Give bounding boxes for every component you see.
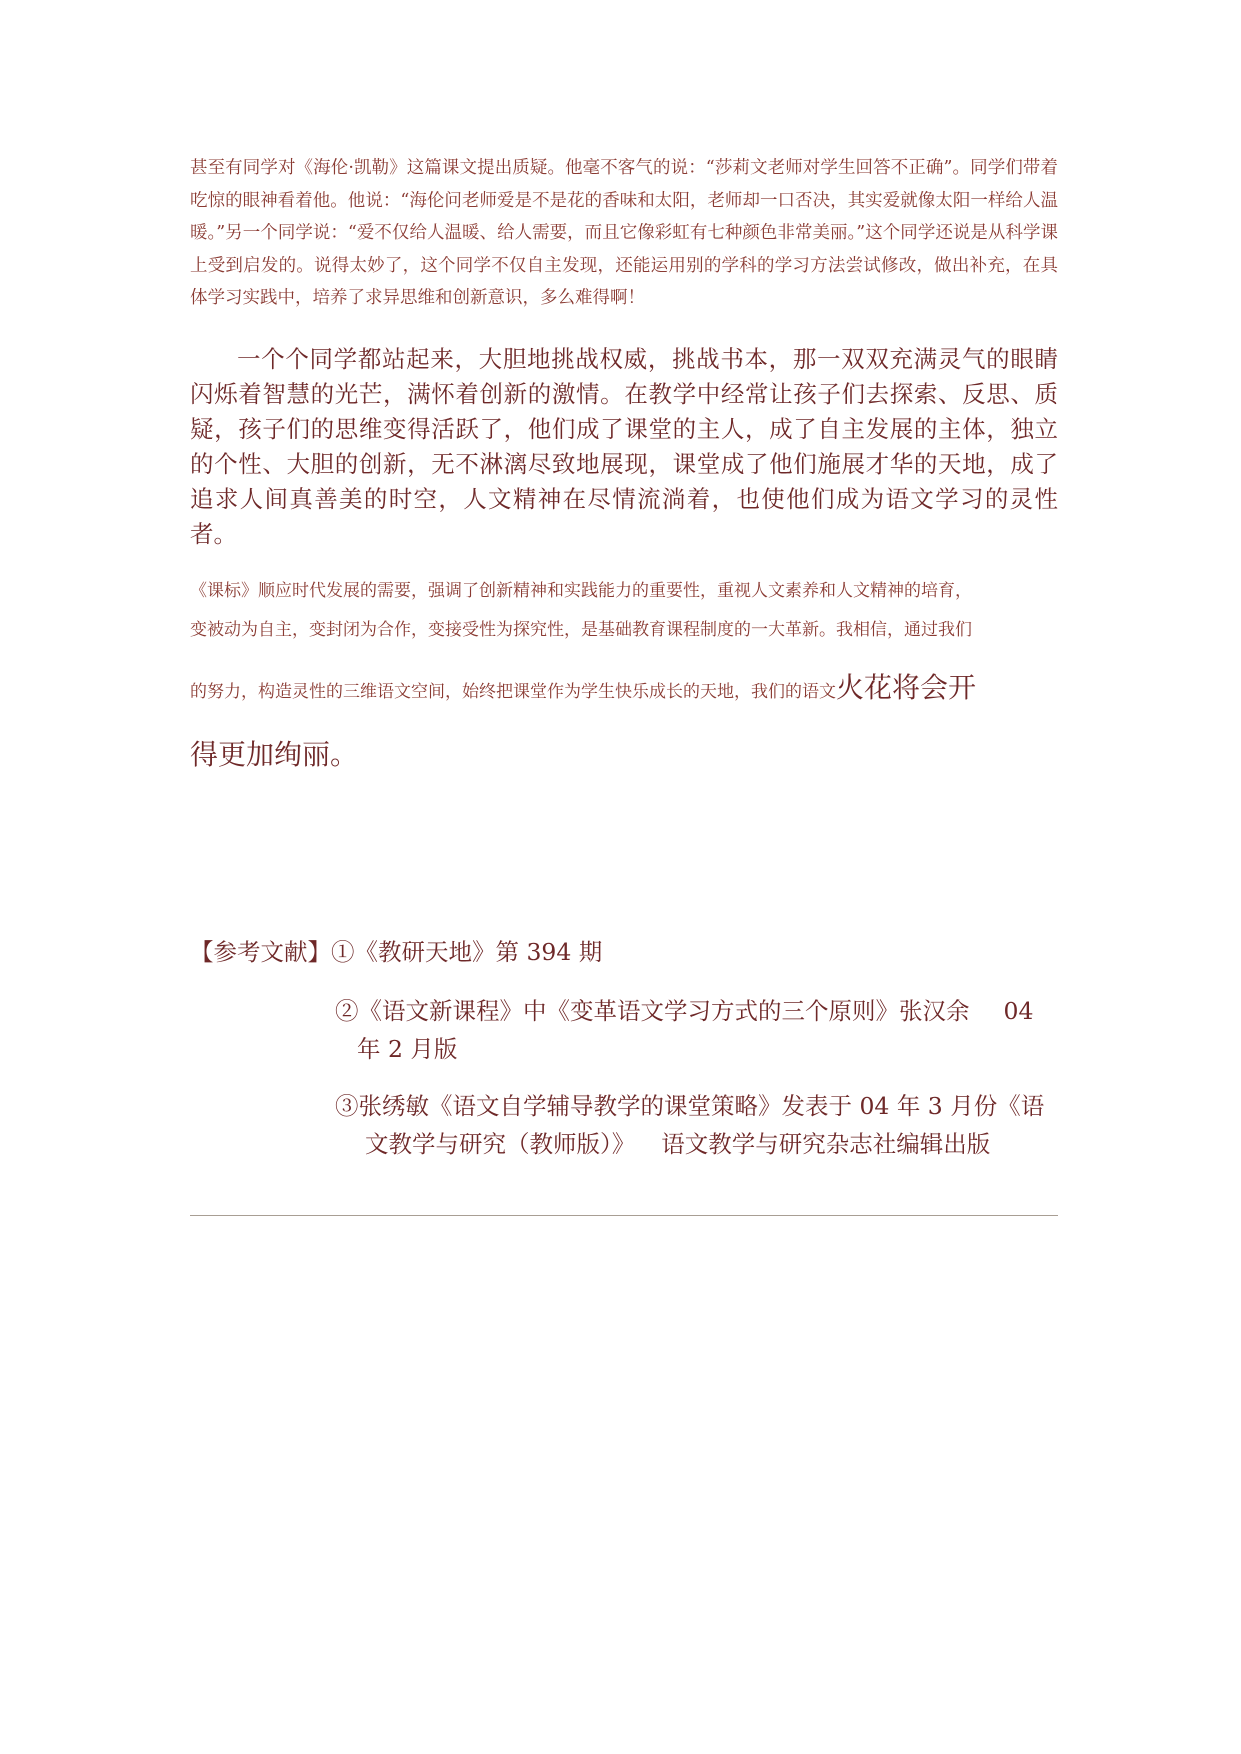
paragraph-line: 得更加绚丽。 (190, 738, 359, 771)
reference-item-2 (335, 992, 1070, 1068)
references-heading: 【参考文献】 (190, 938, 331, 966)
paragraph-line: 变被动为自主，变封闭为合作，变接受性为探究性，是基础教育课程制度的一大革新。我相信，通过我们 (190, 620, 972, 640)
paragraph-curriculum-standard (190, 572, 1058, 775)
horizontal-rule (190, 1215, 1058, 1216)
paragraph-line-emphasis: 火花将会开 (836, 671, 977, 704)
reference-text: ②《语文新课程》中《变革语文学习方式的三个原则》张汉余 (335, 997, 970, 1025)
paragraph-helen-keller-discussion: 甚至有同学对《海伦·凯勒》这篇课文提出质疑。他毫不客气的说：“莎莉文老师对学生回答不正确”。同学们带着吃惊的眼神看着他。他说：“海伦问老师爱是不是花的香味和太阳，老师却一口否决，其实爱就像太阳一样给人温暖。”另一个同学说：“爱不仅给人温暖、给人需要，而且它像彩虹有七种颜色非常美丽。”这个同学还说是从科学课上受到启发的。说得太妙了，这个同学不仅自主发现，还能运用别的学科的学习方法尝试修改，做出补充，在具体学习实践中，培养了求异思维和创新意识，多么难得啊！ (190, 158, 1058, 308)
paragraph-line: 《课标》顺应时代发展的需要，强调了创新精神和实践能力的重要性，重视人文素养和人文精神的培育， (190, 581, 972, 601)
paragraph-students-challenge-authority: 一个个同学都站起来，大胆地挑战权威，挑战书本，那一双双充满灵气的眼睛闪烁着智慧的光芒，满怀着创新的激情。在教学中经常让孩子们去探索、反思、质疑，孩子们的思维变得活跃了，他们成了课堂的主人，成了自主发展的主体，独立的个性、大胆的创新，无不淋漓尽致地展现，课堂成了他们施展才华的天地，成了追求人间真善美的时空，人文精神在尽情流淌着，也使他们成为语文学习的灵性者。 (190, 345, 1058, 548)
reference-year: 04 (1003, 997, 1034, 1025)
reference-line (335, 992, 1070, 1030)
reference-text: 语文教学与研究杂志社编辑出版 (661, 1130, 991, 1158)
reference-text: 文教学与研究（教师版）》 (365, 1130, 636, 1158)
reference-item-1: ①《教研天地》第 394 期 (331, 938, 603, 966)
reference-line: 年 2 月版 (357, 1035, 458, 1063)
paragraph-line (190, 668, 1058, 735)
reference-line: ③张绣敏《语文自学辅导教学的课堂策略》发表于 04 年 3 月份《语 (335, 1092, 1045, 1120)
reference-line (335, 1125, 1070, 1163)
paragraph-line-text: 的努力，构造灵性的三维语文空间，始终把课堂作为学生快乐成长的天地，我们的语文 (190, 682, 836, 702)
references-first-row (190, 935, 602, 970)
reference-item-3 (335, 1087, 1070, 1163)
